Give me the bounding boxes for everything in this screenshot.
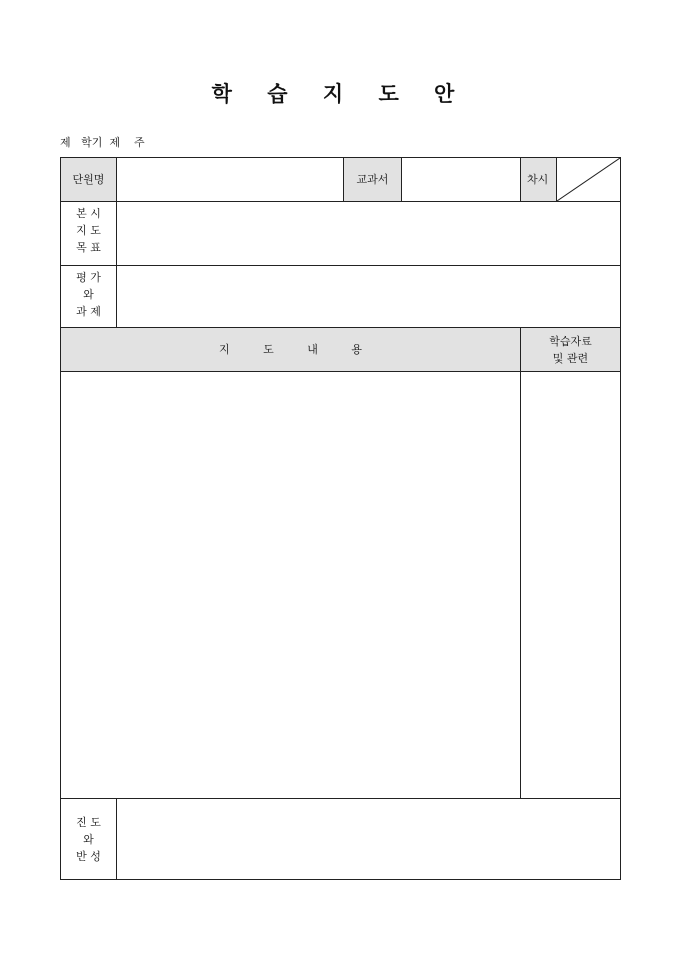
document-title: 학 습 지 도 안 — [211, 81, 469, 106]
reflection-field[interactable] — [116, 798, 621, 880]
materials-header: 학습자료 및 관련 — [520, 327, 621, 372]
diagonal-line — [557, 158, 620, 201]
materials-body[interactable] — [520, 371, 621, 799]
objective-field[interactable] — [116, 201, 621, 266]
textbook-field[interactable] — [401, 157, 521, 202]
content-body[interactable] — [60, 371, 521, 799]
unit-name-field[interactable] — [116, 157, 344, 202]
term-line: 제 학기 제 주 — [60, 136, 145, 149]
session-label: 차시 — [520, 157, 557, 202]
content-header: 지 도 내 용 — [60, 327, 521, 372]
evaluation-field[interactable] — [116, 265, 621, 328]
evaluation-label: 평 가 와 과 제 — [60, 265, 117, 328]
unit-name-label: 단원명 — [60, 157, 117, 202]
objective-label: 본 시 지 도 목 표 — [60, 201, 117, 266]
textbook-label: 교과서 — [343, 157, 402, 202]
reflection-label: 진 도 와 반 성 — [60, 798, 117, 880]
session-field[interactable] — [556, 157, 621, 202]
